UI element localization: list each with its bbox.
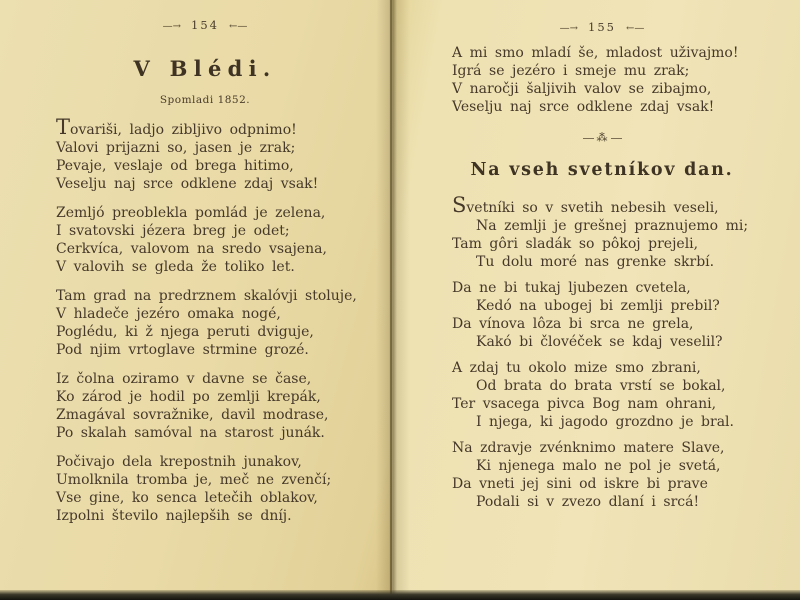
verse-line: Tu dolu moré nas grenke skrbí. [476, 254, 715, 270]
page-right [392, 0, 800, 600]
verse-line: Pod njim vrtoglave strmine grozé. [56, 342, 309, 358]
verse-line: A mi smo mladí še, mladost uživajmo! [452, 45, 739, 61]
stanza [56, 453, 354, 525]
verse-line: Po skalah samóval na starost junák. [56, 425, 325, 441]
verse-line: Da vínova lôza bi srca ne grela, [452, 316, 694, 332]
verse-line: Ter vsacega pivca Bog nam ohrani, [452, 396, 717, 412]
divider-rule [583, 138, 594, 139]
verse-line: Na zdravje zvénknimo matere Slave, [452, 440, 725, 456]
verse-line: Kakó bi človéček se kdaj veselil? [476, 334, 723, 350]
poem-title-na-vseh-svetnikov-dan: Na vseh svetníkov dan. [470, 160, 734, 180]
verse-line: Od brata do brata vrstí se bokal, [476, 378, 726, 394]
verse-line: Ko zárod je hodil po zemlji krepák, [56, 389, 321, 405]
verse-line: Tam gôri sladák so pôkoj prejeli, [452, 236, 699, 252]
section-divider [452, 132, 752, 146]
running-head-left [56, 18, 354, 32]
verse-line: Na zemlji je grešnej praznujemo mi; [476, 218, 749, 234]
verse-line: Zmagával sovražnike, davil modrase, [56, 407, 329, 423]
stanza [452, 439, 752, 511]
verse-line: Pevaje, veslaje od brega hitimo, [56, 158, 294, 174]
verse-line: Da vneti jej sini od iskre bi prave [452, 476, 708, 492]
verse-line: Svetníki so v svetih nebesih veseli, [452, 193, 719, 217]
verse-line: Cerkvíca, valovom na sredo vsajena, [56, 241, 327, 257]
poem-title-v-bledi: V Blédi. [133, 56, 277, 81]
poem-body-left [56, 115, 357, 525]
divider-rule [611, 138, 622, 139]
header-ornament-right: ←— [228, 21, 248, 32]
stanza [56, 287, 357, 359]
verse-line: Počivajo dela krepostnih junakov, [56, 454, 302, 470]
verse-line: Veselju naj srce odklene zdaj vsak! [452, 99, 715, 115]
verse-line: A zdaj tu okolo mize smo zbrani, [452, 360, 701, 376]
poem-body-right [452, 193, 752, 511]
page-left [0, 0, 392, 600]
stanza [452, 359, 752, 431]
running-head-right [452, 20, 752, 34]
verse-line: Vse gine, ko senca letečih oblakov, [56, 490, 318, 506]
verse-line: I njega, ki jagodo grozdno je bral. [476, 414, 734, 430]
verse-line: Izpolni število najlepših se dníj. [56, 508, 292, 524]
verse-line: Da ne bi tukaj ljubezen cvetela, [452, 280, 691, 296]
verse-line: Veselju naj srce odklene zdaj vsak! [56, 176, 319, 192]
verse-line: Tovariši, ladjo zibljivo odpnimo! [56, 115, 297, 139]
verse-line: Poglédu, ki ž njega peruti dviguje, [56, 324, 314, 340]
verse-line: Podali si v zvezo dlaní i srcá! [476, 494, 700, 510]
verse-line: Tam grad na predrznem skalóvji stoluje, [56, 288, 357, 304]
verse-line: Zemljó preoblekla pomlád je zelena, [56, 205, 326, 221]
stanza [56, 370, 354, 442]
verse-line: Igrá se jezéro i smeje mu zrak; [452, 63, 690, 79]
header-ornament-left: —→ [559, 23, 579, 34]
stanza [56, 204, 354, 276]
scan-bottom-edge [0, 590, 800, 600]
verse-line: V naročji šaljivih valov se zibajmo, [452, 81, 712, 97]
divider-ornament-icon: ⁂ [596, 131, 608, 144]
verse-line: Ki njenega malo ne pol je svetá, [476, 458, 721, 474]
verse-line: Kedó na ubogej bi zemlji prebil? [476, 298, 720, 314]
stanza [452, 44, 752, 116]
page-number-right: 155 [588, 20, 616, 34]
stanza [452, 279, 752, 351]
header-ornament-left: —→ [162, 21, 182, 32]
verse-line: Umolknila tromba je, meč ne zvenčí; [56, 472, 332, 488]
poem-body-right-continuation [452, 44, 752, 116]
verse-line: I svatovski jézera breg je odet; [56, 223, 290, 239]
stanza [452, 193, 752, 271]
verse-line: V hladeče jezéro omaka nogé, [56, 306, 281, 322]
verse-line: Valovi prijazni so, jasen je zrak; [56, 140, 296, 156]
poem-subtitle-date: Spomladi 1852. [159, 94, 251, 106]
stanza [56, 115, 354, 193]
page-number-left: 154 [191, 18, 219, 32]
verse-line: Iz čolna oziramo v davne se čase, [56, 371, 312, 387]
header-ornament-right: ←— [625, 23, 645, 34]
verse-line: V valovih se gleda že toliko let. [56, 259, 295, 275]
